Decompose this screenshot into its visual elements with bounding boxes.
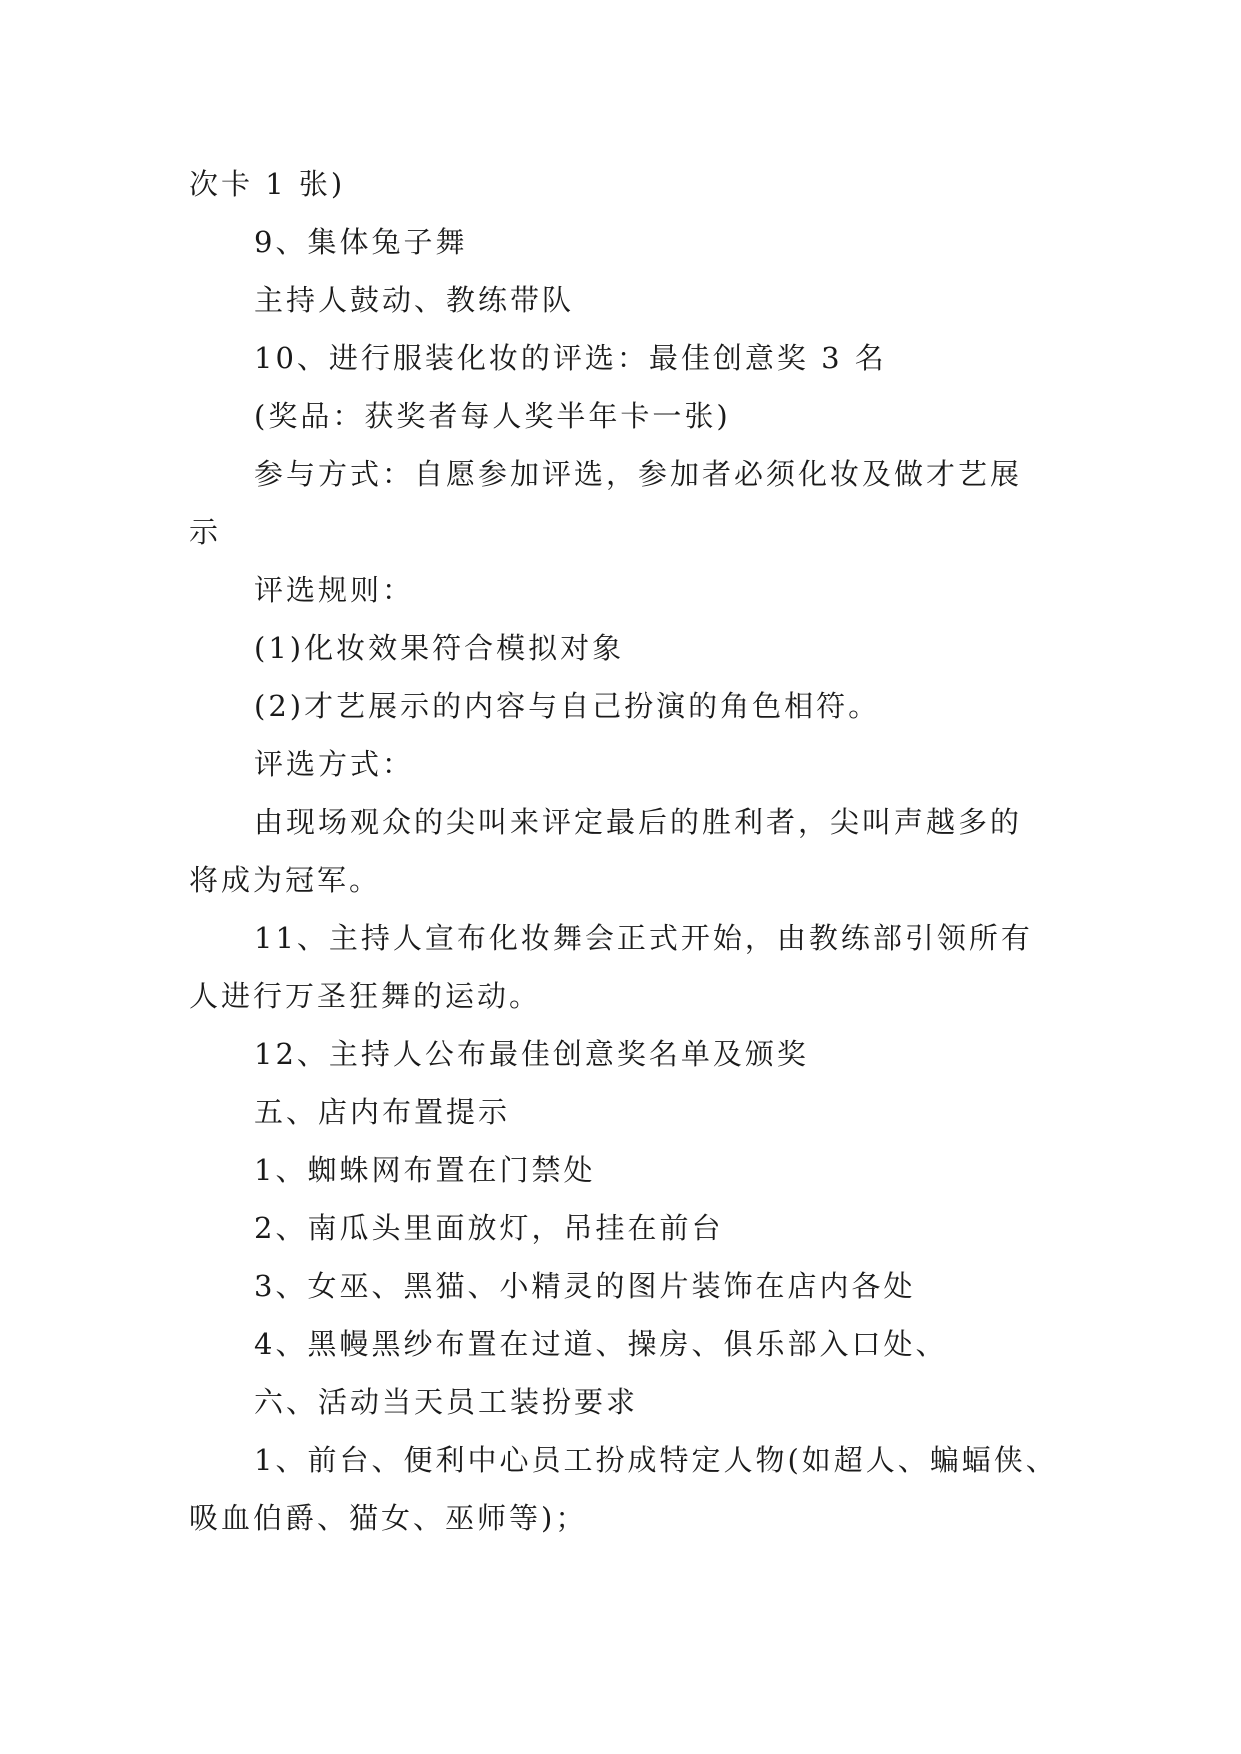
text-line: 12、主持人公布最佳创意奖名单及颁奖 xyxy=(254,1037,809,1071)
text-line: 4、黑幔黑纱布置在过道、操房、俱乐部入口处、 xyxy=(254,1327,948,1361)
section-heading: 五、店内布置提示 xyxy=(254,1095,511,1129)
section-heading: 六、活动当天员工装扮要求 xyxy=(254,1385,639,1419)
document-body xyxy=(189,155,1059,1547)
text-line: 10、进行服装化妆的评选：最佳创意奖 3 名 xyxy=(254,341,887,375)
text-line: (奖品：获奖者每人奖半年卡一张) xyxy=(254,399,731,433)
text-line: 参与方式：自愿参加评选，参加者必须化妆及做才艺展 xyxy=(254,457,1023,491)
text-line: 3、女巫、黑猫、小精灵的图片装饰在店内各处 xyxy=(254,1269,916,1303)
text-line: 人进行万圣狂舞的运动。 xyxy=(189,979,542,1013)
text-line: 1、前台、便利中心员工扮成特定人物(如超人、蝙蝠侠、 xyxy=(254,1443,1058,1477)
text-line: 示 xyxy=(189,515,222,549)
text-line: 评选方式： xyxy=(254,747,415,781)
text-line: 9、集体兔子舞 xyxy=(254,225,468,259)
text-line: 次卡 1 张) xyxy=(189,167,346,201)
text-line: 1、蜘蛛网布置在门禁处 xyxy=(254,1153,596,1187)
text-line: (2)才艺展示的内容与自己扮演的角色相符。 xyxy=(254,689,881,723)
text-line: 将成为冠军。 xyxy=(189,863,382,897)
text-line: 11、主持人宣布化妆舞会正式开始，由教练部引领所有 xyxy=(254,921,1033,955)
text-line: 评选规则： xyxy=(254,573,415,607)
text-line: 由现场观众的尖叫来评定最后的胜利者，尖叫声越多的 xyxy=(254,805,1023,839)
text-line: 吸血伯爵、猫女、巫师等)； xyxy=(189,1501,588,1535)
text-line: 2、南瓜头里面放灯，吊挂在前台 xyxy=(254,1211,724,1245)
text-line: (1)化妆效果符合模拟对象 xyxy=(254,631,625,665)
text-line: 主持人鼓动、教练带队 xyxy=(254,283,575,317)
